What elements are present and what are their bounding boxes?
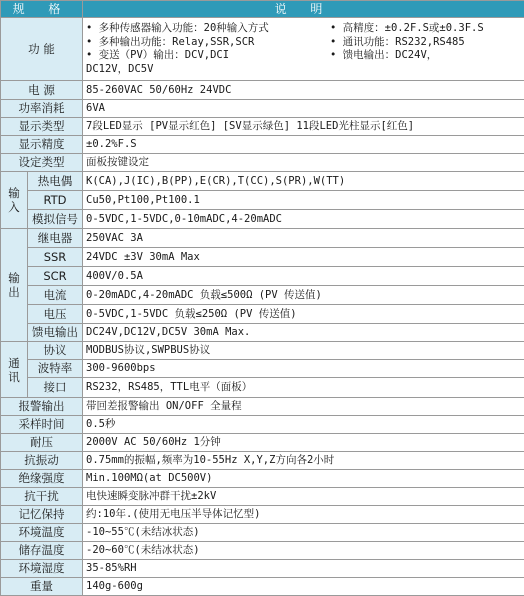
- power-value: 85-260VAC 50/60Hz 24VDC: [83, 81, 524, 100]
- table-row: [1, 560, 524, 578]
- input-label: 热电偶: [28, 172, 83, 191]
- comm-value: RS232，RS485，TTL电平（面板）: [83, 378, 524, 398]
- table-row: [1, 286, 524, 305]
- setting-type-label: 设定类型: [1, 154, 83, 172]
- anti-interference-value: 电快速瞬变脉冲群干扰±2kV: [83, 488, 524, 506]
- table-row: [1, 154, 524, 172]
- env-humidity-value: 35-85%RH: [83, 560, 524, 578]
- desc-header: 说 明: [83, 1, 524, 18]
- weight-label: 重量: [1, 578, 83, 596]
- output-label: 电压: [28, 305, 83, 324]
- comm-value: 300-9600bps: [83, 360, 524, 378]
- functions-label: 功 能: [1, 18, 83, 81]
- insulation-label: 绝缘强度: [1, 470, 83, 488]
- consumption-value: 6VA: [83, 100, 524, 118]
- table-row: [1, 360, 524, 378]
- table-row: [1, 118, 524, 136]
- input-value: Cu50,Pt100,Pt100.1: [83, 191, 524, 210]
- sample-time-label: 采样时间: [1, 416, 83, 434]
- output-label: 电流: [28, 286, 83, 305]
- output-label: SSR: [28, 248, 83, 267]
- table-row: [1, 267, 524, 286]
- table-row: [1, 434, 524, 452]
- insulation-value: Min.100MΩ(at DC500V): [83, 470, 524, 488]
- feature-accuracy: • 高精度：±0.2F.S或±0.3F.S: [330, 22, 484, 36]
- functions-row: [1, 18, 524, 81]
- output-value: 250VAC 3A: [83, 229, 524, 248]
- table-row: [1, 81, 524, 100]
- comm-label: 协议: [28, 342, 83, 360]
- table-row: [1, 416, 524, 434]
- table-row: [1, 172, 524, 191]
- power-label: 电 源: [1, 81, 83, 100]
- functions-list: [83, 18, 524, 81]
- withstand-label: 耐压: [1, 434, 83, 452]
- feature-comm: • 通讯功能：RS232,RS485: [330, 36, 465, 50]
- table-row: [1, 524, 524, 542]
- feature-feed-cont: DC12V，DC5V: [86, 63, 153, 77]
- output-label: 继电器: [28, 229, 83, 248]
- table-row: [1, 248, 524, 267]
- table-row: [1, 136, 524, 154]
- comm-value: MODBUS协议,SWPBUS协议: [83, 342, 524, 360]
- output-value: 0-20mADC,4-20mADC 负载≤500Ω (PV 传送值): [83, 286, 524, 305]
- table-row: [1, 398, 524, 416]
- vibration-label: 抗振动: [1, 452, 83, 470]
- feature-outputs: • 多种输出功能：Relay,SSR,SCR: [86, 36, 330, 50]
- table-row: [1, 378, 524, 398]
- table-row: [1, 452, 524, 470]
- sample-time-value: 0.5秒: [83, 416, 524, 434]
- table-row: [1, 506, 524, 524]
- vibration-value: 0.75mm的振幅,频率为10-55Hz X,Y,Z方向各2小时: [83, 452, 524, 470]
- feature-inputs: • 多种传感器输入功能：20种输入方式: [86, 22, 330, 36]
- env-temp-label: 环境温度: [1, 524, 83, 542]
- display-type-label: 显示类型: [1, 118, 83, 136]
- table-row: [1, 542, 524, 560]
- display-accuracy-label: 显示精度: [1, 136, 83, 154]
- table-row: [1, 324, 524, 342]
- setting-type-value: 面板按键设定: [83, 154, 524, 172]
- weight-value: 140g-600g: [83, 578, 524, 596]
- alarm-output-label: 报警输出: [1, 398, 83, 416]
- feature-transmit: • 变送（PV）输出：DCV,DCI: [86, 49, 330, 63]
- feature-feed: • 馈电输出：DC24V，: [330, 49, 437, 63]
- storage-temp-value: -20~60℃(未结冰状态): [83, 542, 524, 560]
- env-humidity-label: 环境湿度: [1, 560, 83, 578]
- consumption-label: 功率消耗: [1, 100, 83, 118]
- table-row: [1, 578, 524, 596]
- table-row: [1, 305, 524, 324]
- input-group-label: 输 入: [1, 172, 28, 229]
- table-header: [1, 1, 524, 18]
- output-value: 24VDC ±3V 30mA Max: [83, 248, 524, 267]
- memory-label: 记忆保持: [1, 506, 83, 524]
- spec-header: 规 格: [1, 1, 83, 18]
- input-value: K(CA),J(IC),B(PP),E(CR),T(CC),S(PR),W(TT): [83, 172, 524, 191]
- table-row: [1, 342, 524, 360]
- output-label: 馈电输出: [28, 324, 83, 342]
- storage-temp-label: 储存温度: [1, 542, 83, 560]
- output-value: DC24V,DC12V,DC5V 30mA Max.: [83, 324, 524, 342]
- table-row: [1, 488, 524, 506]
- table-row: [1, 191, 524, 210]
- display-type-value: 7段LED显示 [PV显示红色] [SV显示绿色] 11段LED光柱显示[红色]: [83, 118, 524, 136]
- output-value: 400V/0.5A: [83, 267, 524, 286]
- memory-value: 约:10年.(使用无电压半导体记忆型): [83, 506, 524, 524]
- env-temp-value: -10~55℃(未结冰状态): [83, 524, 524, 542]
- input-label: 模拟信号: [28, 210, 83, 229]
- input-value: 0-5VDC,1-5VDC,0-10mADC,4-20mADC: [83, 210, 524, 229]
- input-label: RTD: [28, 191, 83, 210]
- comm-label: 接口: [28, 378, 83, 398]
- comm-group-label: 通 讯: [1, 342, 28, 398]
- table-row: [1, 229, 524, 248]
- output-group-label: 输 出: [1, 229, 28, 342]
- withstand-value: 2000V AC 50/60Hz 1分钟: [83, 434, 524, 452]
- comm-label: 波特率: [28, 360, 83, 378]
- table-row: [1, 470, 524, 488]
- alarm-output-value: 带回差报警输出 ON/OFF 全量程: [83, 398, 524, 416]
- table-row: [1, 100, 524, 118]
- display-accuracy-value: ±0.2%F.S: [83, 136, 524, 154]
- output-label: SCR: [28, 267, 83, 286]
- anti-interference-label: 抗干扰: [1, 488, 83, 506]
- output-value: 0-5VDC,1-5VDC 负载≤250Ω (PV 传送值): [83, 305, 524, 324]
- table-row: [1, 210, 524, 229]
